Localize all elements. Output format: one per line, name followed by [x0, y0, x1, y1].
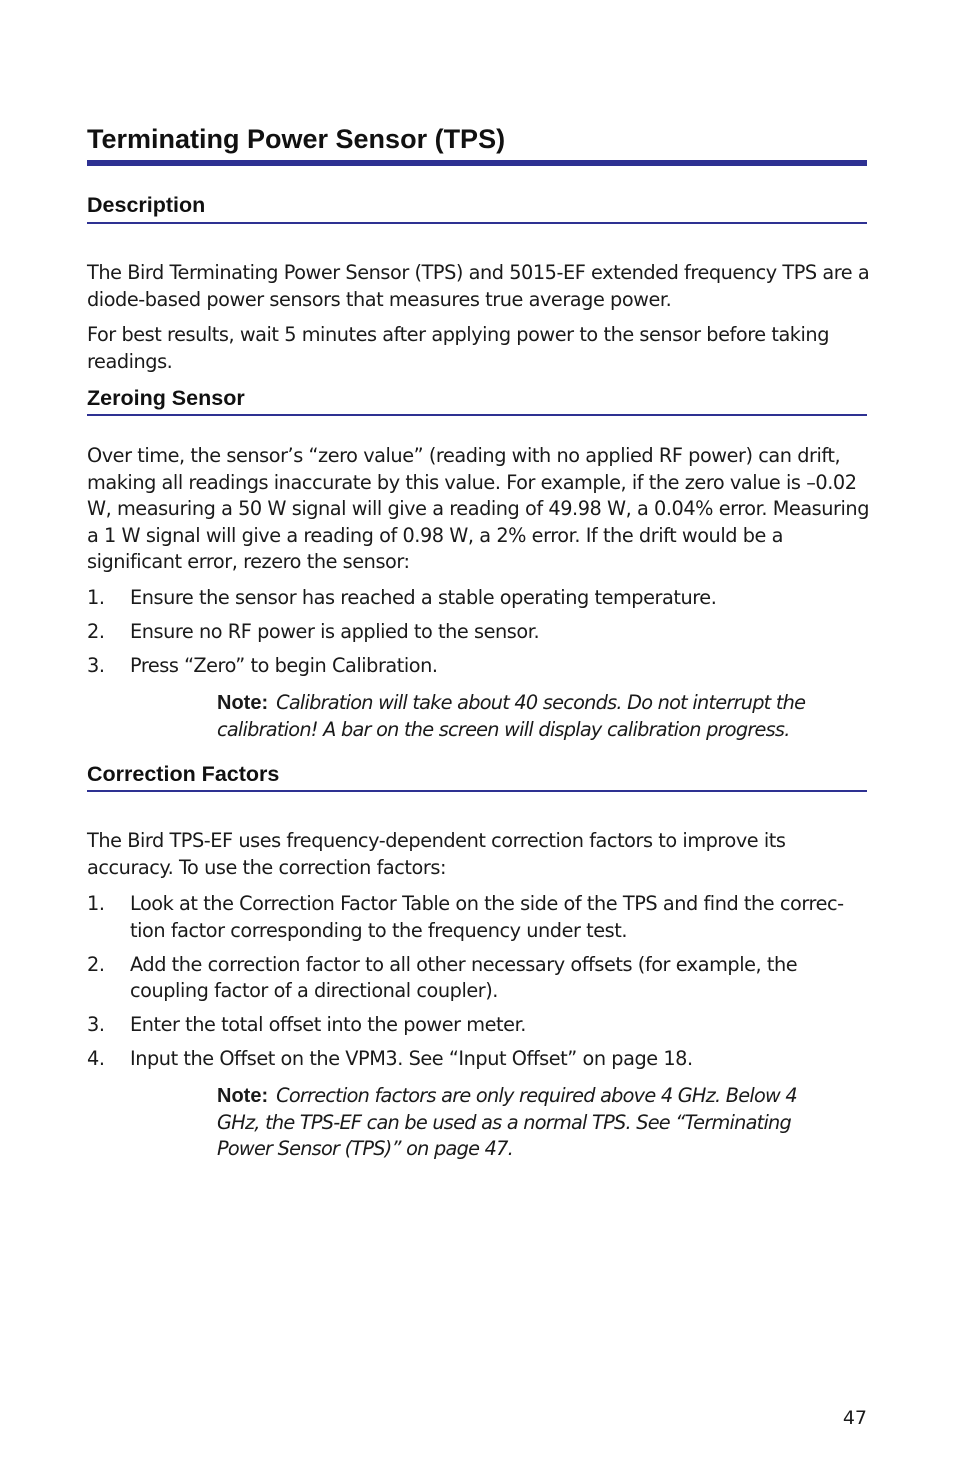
heading-description: Description [87, 193, 206, 217]
list-item [87, 1012, 877, 1039]
step-number: 3. [87, 1013, 105, 1036]
note-text: Calibration will take about 40 seconds. Do not interrupt the calibration! A bar on the screen will display calibration progress. [217, 691, 806, 741]
list-item [87, 952, 877, 1005]
step-number: 2. [87, 620, 105, 643]
list-item [87, 891, 877, 944]
step-text: Ensure no RF power is applied to the sensor. [130, 620, 540, 643]
step-number: 3. [87, 654, 105, 677]
page-number: 47 [842, 1407, 867, 1429]
description-paragraph-2: For best results, wait 5 minutes after applying power to the sensor before taking readings. [87, 323, 829, 373]
heading-rule-zeroing-sensor [87, 414, 867, 416]
zeroing-note [217, 690, 857, 743]
zeroing-steps-list [87, 585, 877, 680]
page-title: Terminating Power Sensor (TPS) [87, 124, 506, 154]
heading-rule-correction-factors [87, 790, 867, 792]
correction-note [217, 1083, 827, 1163]
note-text: Correction factors are only required above 4 GHz. Below 4 GHz, the TPS-EF can be used as a normal TPS. See “Terminating Power Sensor (TPS)” on page 47. [217, 1084, 797, 1160]
list-item [87, 653, 877, 680]
heading-correction-factors: Correction Factors [87, 762, 280, 786]
list-item [87, 585, 877, 612]
step-number: 1. [87, 892, 105, 915]
step-text: Look at the Correction Factor Table on the side of the TPS and find the correc-tion factor corresponding to the frequency under test. [130, 892, 844, 942]
list-item [87, 1046, 877, 1073]
note-label: Note: [217, 692, 269, 714]
correction-steps-list [87, 891, 877, 1073]
step-number: 1. [87, 586, 105, 609]
zeroing-intro-paragraph: Over time, the sensor’s “zero value” (reading with no applied RF power) can drift, making all readings inaccurate by this value. For example, if the zero value is –0.02 W, measuring a 50 W signal will give a reading of 49.98 W, a 0.04% error. Measuring a 1 W signal will give a reading of 0.98 W, a 2% error. If the drift would be a significant error, rezero the sensor: [87, 444, 869, 573]
title-rule [87, 160, 867, 166]
list-item [87, 619, 877, 646]
step-text: Ensure the sensor has reached a stable operating temperature. [130, 586, 717, 609]
step-text: Press “Zero” to begin Calibration. [130, 654, 438, 677]
description-paragraph-1: The Bird Terminating Power Sensor (TPS) and 5015-EF extended frequency TPS are a diode-based power sensors that measures true average power. [87, 261, 870, 311]
correction-intro-paragraph: The Bird TPS-EF uses frequency-dependent correction factors to improve its accuracy. To use the correction factors: [87, 829, 786, 879]
step-text: Input the Offset on the VPM3. See “Input Offset” on page 18. [130, 1047, 693, 1070]
step-number: 2. [87, 952, 105, 976]
heading-zeroing-sensor: Zeroing Sensor [87, 386, 245, 410]
note-label: Note: [217, 1085, 269, 1107]
heading-rule-description [87, 222, 867, 224]
step-number: 4. [87, 1047, 105, 1070]
step-text: Enter the total offset into the power meter. [130, 1013, 526, 1036]
step-text: Add the correction factor to all other necessary offsets (for example, the coupling factor of a directional coupler). [130, 952, 798, 1002]
